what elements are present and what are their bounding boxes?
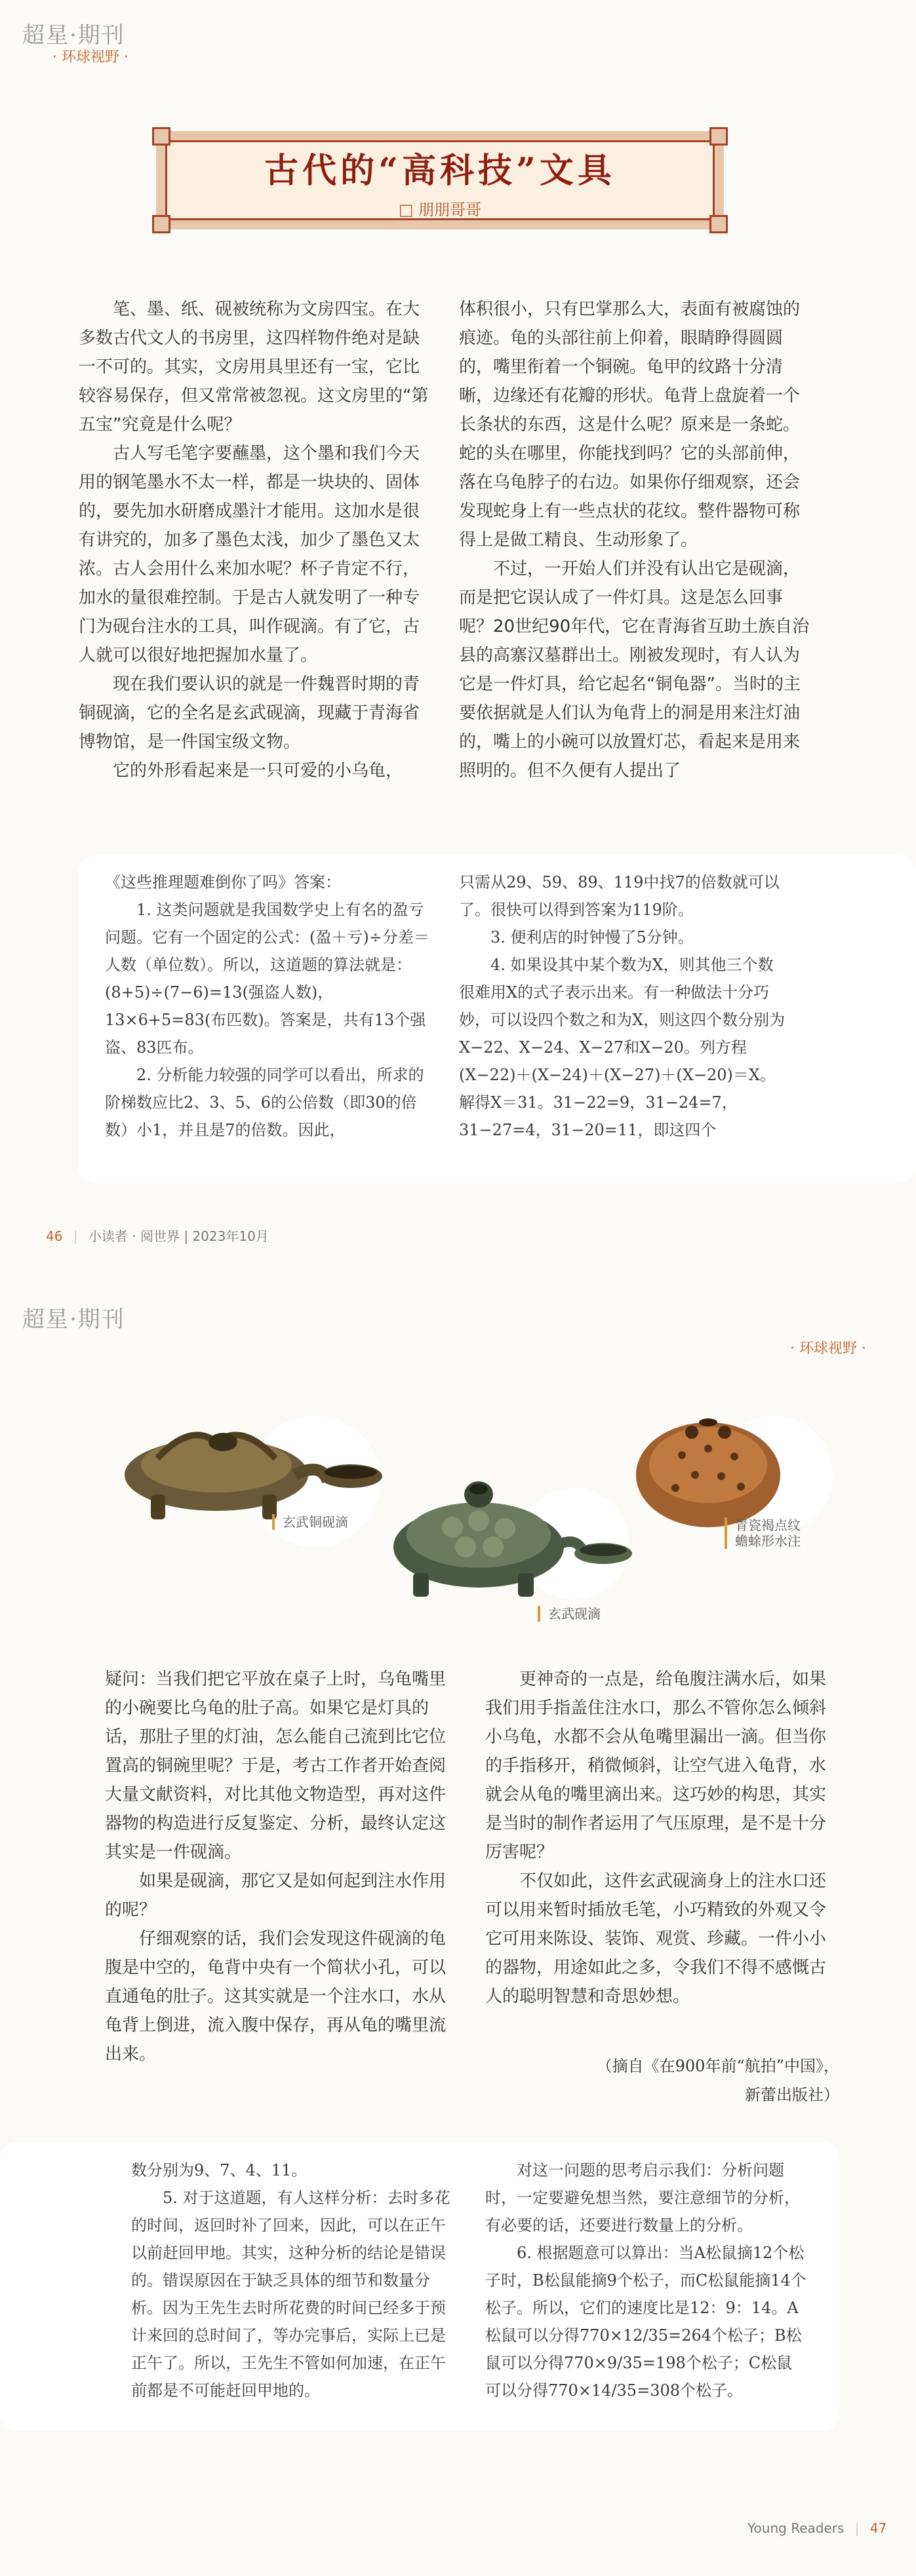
page-46 bbox=[0, 0, 916, 1265]
answer-paragraph: 只需从29、59、89、119中找7的倍数就可以了。很快可以得到答案为119阶。 bbox=[459, 873, 780, 919]
article-author: □ 朋朋哥哥 bbox=[398, 201, 482, 219]
bronze-turtle-inkslab-photo bbox=[111, 1396, 387, 1527]
paragraph: 更神奇的一点是，给龟腹注满水后，如果我们用手指盖住注水口，那么不管你怎么倾斜小乌龟，水都不会从龟嘴里漏出一滴。但当你的手指移开，稍微倾斜，让空气进入龟背，水就会从龟的嘴里滴出来。这巧妙的构思，其实是当时的制作者运用了气压原理，是不是十分厉害呢？ bbox=[485, 1669, 827, 1862]
page-footer: 46 | 小读者 · 阅世界 | 2023年10月 bbox=[46, 1228, 269, 1244]
paragraph: 体积很小，只有巴掌那么大，表面有被腐蚀的痕迹。龟的头部往前上仰着，眼睛睁得圆圆的，嘴里衔着一个铜碗。龟甲的纹路十分清晰，边缘还有花瓣的形状。龟背上盘旋着一个长条状的东西，这是什么呢？原来是一条蛇。蛇的头在哪里，你能找到吗？它的头部前伸，落在乌龟脖子的右边。如果你仔细观察，还会发现蛇身上有一些点状的花纹。整件器物可称得上是做工精良、生动形象了。 bbox=[459, 300, 801, 550]
brand-logo: 超星·期刊 bbox=[22, 1306, 125, 1333]
page-number: 46 bbox=[46, 1228, 63, 1244]
paragraph: 古人写毛笔字要蘸墨，这个墨和我们今天用的钢笔墨水不太一样，都是一块块的、固体的，要先加水研磨成墨汁才能用。这加水是很有讲究的，加多了墨色太浅，加少了墨色又太浓。古人会用什么来加水呢？杯子肯定不行，加水的量很难控制。于是古人就发明了一种专门为砚台注水的工具，叫作砚滴。有了它，古人就可以很好地把握加水量了。 bbox=[79, 444, 420, 665]
body-column-right bbox=[459, 295, 813, 785]
answer-heading: 《这些推理题难倒你了吗》答案： bbox=[105, 873, 341, 891]
paragraph: 现在我们要认识的就是一件魏晋时期的青铜砚滴，它的全名是玄武砚滴，现藏于青海省博物馆，是一件国宝级文物。 bbox=[79, 674, 420, 752]
paragraph: 它的外形看起来是一只可爱的小乌龟， bbox=[113, 761, 403, 781]
answer-paragraph: 3. 便利店的时钟慢了5分钟。 bbox=[490, 928, 694, 946]
section-tag: · 环球视野 · bbox=[52, 49, 129, 66]
page-47 bbox=[0, 1265, 916, 2576]
paragraph: 笔、墨、纸、砚被统称为文房四宝。在大多数古代文人的书房里，这四样物件绝对是缺一不可的。其实，文房用具里还有一宝，它比较容易保存，但又常常被忽视。这文房里的“第五宝”究竟是什么呢？ bbox=[79, 300, 429, 435]
page-number: 47 bbox=[869, 2520, 887, 2536]
photo-caption: 玄武砚滴 bbox=[538, 1606, 601, 1622]
paragraph: 不仅如此，这件玄武砚滴身上的注水口还可以用来暂时插放毛笔，小巧精致的外观又令它可用来陈设、装饰、观赏、珍藏。一件小小的器物，用途如此之多，令我们不得不感慨古人的聪明智慧和奇思妙想。 bbox=[485, 1871, 827, 2006]
brand-logo: 超星·期刊 bbox=[22, 22, 125, 49]
body-column-left bbox=[105, 1665, 459, 2069]
paragraph: 仔细观察的话，我们会发现这件砚滴的龟腹是中空的，龟背中央有一个简状小孔，可以直通龟的肚子。这其实就是一个注水口，水从龟背上倒进，流入腹中保存，再从龟的嘴里流出来。 bbox=[105, 1929, 447, 2064]
answer-paragraph: 4. 如果设其中某个数为X，则其他三个数很难用X的式子表示出来。有一种做法十分巧妙，可以设四个数之和为X，则这四个数分别为X−22、X−24、X−27和X−20。列方程(X−22)＋(X−24)＋(X−27)＋(X−20)＝X。解得X＝31。31−22=9，31−24=7，31−27=4，31−20=11，即这四个 bbox=[459, 956, 786, 1139]
photo-caption: 玄武铜砚滴 bbox=[272, 1514, 348, 1530]
answer-paragraph: 6. 根据题意可以算出：当A松鼠摘12个松子时，B松鼠能摘9个松子，而C松鼠能摘14个松子。所以，它们的速度比是12：9：14。A松鼠可以分得770×12/35=264个松子；B松鼠可以分得770×9/35=198个松子；C松鼠可以分得770×14/35=308个松子。 bbox=[485, 2244, 806, 2400]
toad-water-dropper-photo bbox=[629, 1403, 800, 1534]
section-tag: · 环球视野 · bbox=[790, 1340, 866, 1357]
body-column-right bbox=[485, 1665, 839, 2011]
footer-text: Young Readers bbox=[747, 2520, 845, 2536]
paragraph: 不过，一开始人们并没有认出它是砚滴，而是把它误认成了一件灯具。这是怎么回事呢？20世纪90年代，它在青海省互助土族自治县的高寨汉墓群出土。刚被发现时，有人认为它是一件灯具，给它起名“铜龟器”。当时的主要依据就是人们认为龟背上的洞是用来注灯油的，嘴上的小碗可以放置灯芯，看起来是用来照明的。但不久便有人提出了 bbox=[459, 559, 810, 781]
title-banner bbox=[156, 131, 724, 229]
answer-paragraph: 数分别为9、7、4、11。 bbox=[131, 2161, 308, 2179]
page-footer: Young Readers | 47 bbox=[747, 2520, 887, 2536]
answer-paragraph: 对这一问题的思考启示我们：分析问题时，一定要避免想当然，要注意细节的分析，有必要的话，还要进行数量上的分析。 bbox=[485, 2161, 800, 2234]
article-title: 古代的“高科技”文具 bbox=[264, 151, 616, 191]
answer-paragraph: 5. 对于这道题，有人这样分析：去时多花的时间，返回时补了回来，因此，可以在正午以前赶回甲地。其实，这种分析的结论是错误的。错误原因在于缺乏具体的细节和数量分析。因为王先生去时所花费的时间已经多于预计来回的总时间了，等办完事后，实际上已是正午了。所以，王先生不管如何加速，在正午前都是不可能赶回甲地的。 bbox=[131, 2189, 450, 2400]
answer-column-right bbox=[485, 2156, 806, 2404]
answer-column-left bbox=[105, 868, 433, 1144]
source-citation: （摘自《在900年前“航拍”中国》， 新蕾出版社） bbox=[596, 2057, 839, 2104]
photo-caption: 青瓷褐点纹 蟾蜍形水注 bbox=[725, 1517, 801, 1549]
xuanwu-inkslab-photo bbox=[380, 1455, 636, 1606]
paragraph: 疑问：当我们把它平放在桌子上时，乌龟嘴里的小碗要比乌龟的肚子高。如果它是灯具的话，那肚子里的灯油，怎么能自己流到比它位置高的铜碗里呢？于是，考古工作者开始查阅大量文献资料，对比其他文物造型，再对这件器物的构造进行反复鉴定、分析，最终认定这其实是一件砚滴。 bbox=[105, 1669, 447, 1862]
paragraph: 如果是砚滴，那它又是如何起到注水作用的呢？ bbox=[105, 1871, 447, 1920]
answer-column-right bbox=[459, 868, 787, 1144]
footer-text: 小读者 · 阅世界 | 2023年10月 bbox=[88, 1228, 269, 1244]
answer-paragraph: 2. 分析能力较强的同学可以看出，所求的阶梯数应比2、3、5、6的公倍数（即30的倍数）小1，并且是7的倍数。因此， bbox=[105, 1066, 424, 1139]
answer-column-left bbox=[131, 2156, 459, 2404]
body-column-left bbox=[79, 295, 433, 785]
answer-paragraph: 1. 这类问题就是我国数学史上有名的盈亏问题。它有一个固定的公式：(盈＋亏)÷分差＝人数（单位数）。所以，这道题的算法就是：(8+5)÷(7−6)=13(强盗人数)，13×6+5=83(布匹数)。答案是，共有13个强盗、83匹布。 bbox=[105, 901, 429, 1057]
